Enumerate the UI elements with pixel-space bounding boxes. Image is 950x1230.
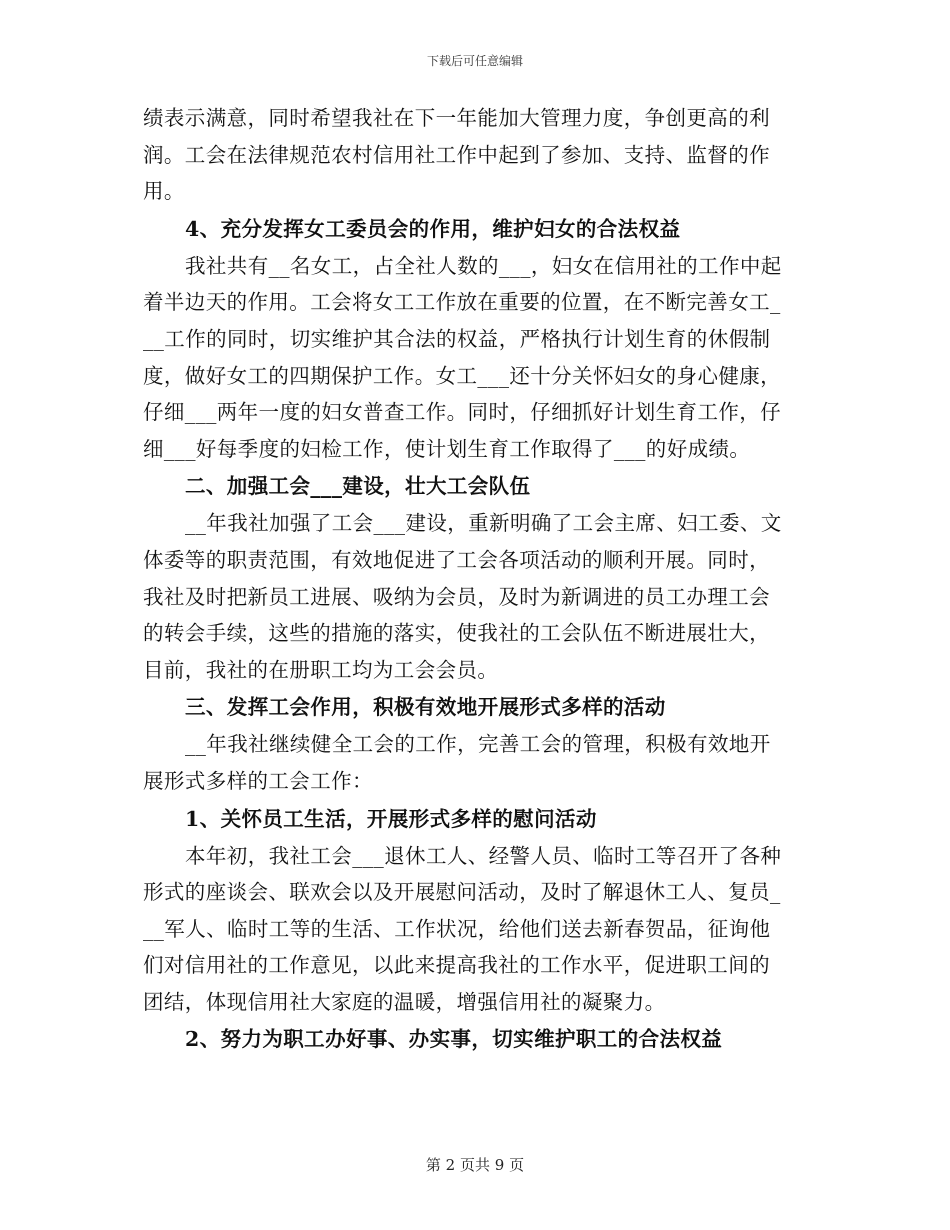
page-header-note: 下载后可任意编辑 — [426, 54, 523, 68]
body-line: 团结，体现信用社大家庭的温暖，增强信用社的凝聚力。 — [143, 989, 666, 1014]
body-line: 着半边天的作用。工会将女工工作放在重要的位置，在不断完善女工_ — [143, 290, 781, 315]
body-line: 细___好每季度的妇检工作，使计划生育工作取得了___的好成绩。 — [143, 436, 751, 461]
body-line: 我社共有__名女工，占全社人数的___，妇女在信用社的工作中起 — [185, 253, 782, 278]
body-line: 目前，我社的在册职工均为工会会员。 — [143, 657, 499, 682]
body-line: 我社及时把新员工进展、吸纳为会员，及时为新调进的员工办理工会 — [143, 584, 770, 609]
section-heading: 1、关怀员工生活，开展形式多样的慰问活动 — [185, 806, 597, 831]
section-heading: 三、发挥工会作用，积极有效地开展形式多样的活动 — [185, 695, 666, 720]
body-line: __工作的同时，切实维护其合法的权益，严格执行计划生育的休假制 — [143, 326, 771, 351]
section-heading: 2、努力为职工办好事、办实事，切实维护职工的合法权益 — [185, 1027, 723, 1052]
document-body — [143, 100, 807, 1058]
body-line: 本年初，我社工会___退休工人、经警人员、临时工等召开了各种 — [185, 843, 782, 868]
body-line: 的转会手续，这些的措施的落实，使我社的工会队伍不断进展壮大， — [143, 621, 770, 646]
section-heading: 4、充分发挥女工委员会的作用，维护妇女的合法权益 — [185, 216, 681, 241]
body-line: __年我社继续健全工会的工作，完善工会的管理，积极有效地开 — [185, 732, 771, 757]
section-heading: 二、加强工会___建设，壮大工会队伍 — [185, 474, 531, 499]
body-line: 用。 — [143, 179, 185, 204]
body-line: 展形式多样的工会工作： — [143, 768, 373, 793]
body-line: 度，做好女工的四期保护工作。女工___还十分关怀妇女的身心健康， — [143, 363, 782, 388]
body-line: 绩表示满意，同时希望我社在下一年能加大管理力度，争创更高的利 — [143, 106, 770, 130]
page-number: 第 2 页共 9 页 — [425, 1156, 525, 1174]
body-line: 们对信用社的工作意见，以此来提高我社的工作水平，促进职工间的 — [143, 953, 770, 978]
body-line: 形式的座谈会、联欢会以及开展慰问活动，及时了解退休工人、复员_ — [143, 880, 781, 905]
body-line: 体委等的职责范围，有效地促进了工会各项活动的顺利开展。同时， — [143, 547, 770, 572]
body-line: 润。工会在法律规范农村信用社工作中起到了参加、支持、监督的作 — [143, 142, 770, 167]
body-line: __军人、临时工等的生活、工作状况，给他们送去新春贺品，征询他 — [143, 916, 771, 941]
body-line: __年我社加强了工会___建设，重新明确了工会主席、妇工委、文 — [185, 511, 782, 536]
body-line: 仔细___两年一度的妇女普查工作。同时，仔细抓好计划生育工作，仔 — [143, 400, 782, 425]
